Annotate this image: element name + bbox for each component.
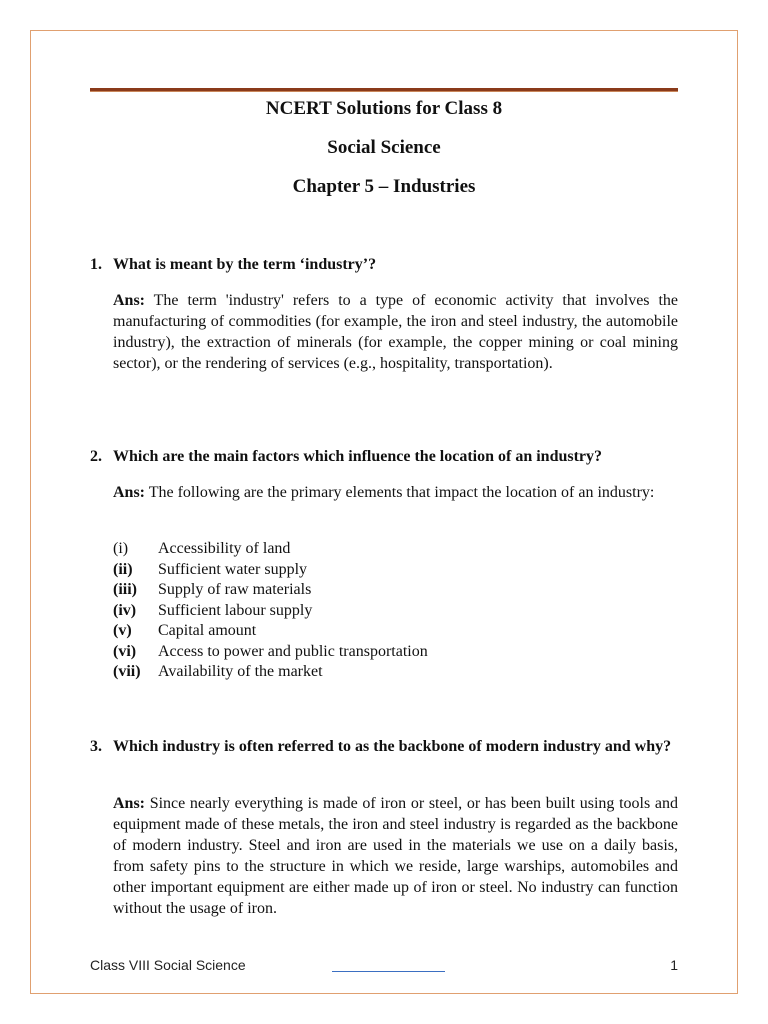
list-item	[113, 560, 678, 581]
list-item-number: (iii)	[113, 581, 137, 598]
list-item-text: Sufficient water supply	[158, 560, 308, 578]
title-block	[90, 98, 678, 198]
list-item-text: Sufficient labour supply	[158, 601, 313, 619]
answer-1	[113, 290, 678, 374]
answer-text: Since nearly everything is made of iron or steel, or has been built using tools and equipment made of these metals, the iron and steel industry is regarded as the backbone of modern industry. Steel and iron are used in the materials we use on a daily basis, from safety pins to the structure in which we reside, large warships, automobiles and other important equipment are either made up of iron or steel. No industry can function without the usage of iron.	[113, 795, 678, 917]
list-item	[113, 621, 678, 642]
list-item-number: (ii)	[113, 560, 133, 578]
list-item	[113, 662, 678, 683]
footer-link-line	[332, 971, 445, 972]
answer-text: The following are the primary elements that impact the location of an industry:	[145, 484, 655, 501]
answer-text: The term 'industry' refers to a type of economic activity that involves the manufacturing of commodities (for example, the iron and steel industry, the automobile industry), the extraction of minerals (for example, the copper mining or coal mining sector), or the rendering of services (e.g., hospitality, transportation).	[113, 292, 678, 372]
question-1	[90, 254, 678, 275]
answer-2	[113, 482, 678, 503]
list-item-text: Accessibility of land	[158, 540, 291, 557]
list-item-number: (iv)	[113, 601, 137, 619]
list-item-text: Supply of raw materials	[158, 581, 312, 598]
list-item	[113, 642, 678, 663]
question-number: 2.	[90, 448, 102, 465]
answer-label: Ans:	[113, 795, 146, 812]
question-number: 3.	[90, 738, 102, 755]
answer-label: Ans:	[113, 484, 146, 501]
footer-label: Class VIII Social Science	[90, 957, 246, 973]
question-text: Which are the main factors which influence the location of an industry?	[113, 448, 603, 465]
question-3	[90, 736, 678, 757]
list-item	[113, 580, 678, 601]
list-item-number: (i)	[113, 540, 129, 557]
answer-label: Ans:	[113, 292, 146, 309]
list-item	[113, 601, 678, 622]
header-rule	[90, 88, 678, 92]
document-title: NCERT Solutions for Class 8	[265, 98, 503, 119]
list-item-number: (vii)	[113, 663, 141, 680]
list-item-text: Capital amount	[158, 622, 257, 639]
answer-3	[113, 793, 678, 919]
question-text: Which industry is often referred to as the backbone of modern industry and why?	[113, 738, 672, 755]
factor-list	[113, 539, 678, 683]
list-item-number: (vi)	[113, 642, 137, 660]
list-item-text: Access to power and public transportation	[158, 642, 428, 660]
page-number: 1	[670, 957, 678, 973]
question-text: What is meant by the term ‘industry’?	[113, 256, 377, 273]
list-item-text: Availability of the market	[158, 663, 323, 680]
subject-title: Social Science	[327, 137, 441, 158]
question-number: 1.	[90, 256, 102, 273]
list-item-number: (v)	[113, 622, 132, 639]
question-2	[90, 446, 678, 467]
list-item	[113, 539, 678, 560]
chapter-title: Chapter 5 – Industries	[292, 176, 476, 197]
